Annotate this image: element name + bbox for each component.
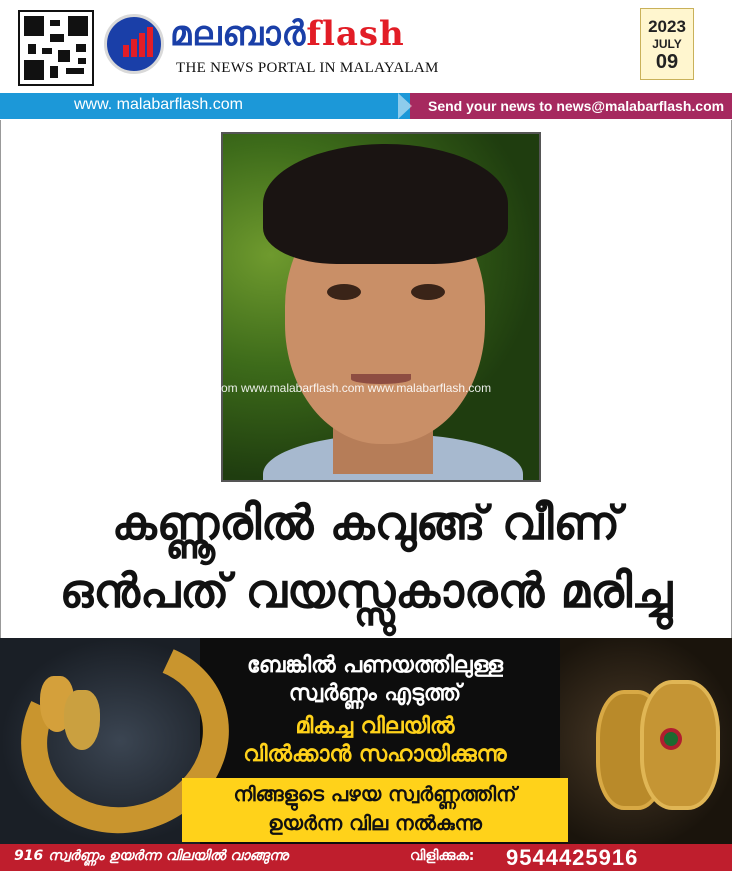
date-year: 2023 bbox=[648, 17, 686, 36]
chevron-right-icon bbox=[398, 93, 412, 119]
site-logo[interactable] bbox=[170, 14, 405, 54]
ad-text-line-1: ബേങ്കിൽ പണയത്തിലുള്ള bbox=[247, 653, 503, 678]
logo-globe-icon bbox=[104, 14, 164, 74]
photo-watermark: om www.malabarflash.com www.malabarflash.com bbox=[221, 381, 492, 395]
date-badge bbox=[640, 8, 694, 80]
headline-line-2: ഒൻപത് വയസ്സുകാരൻ മരിച്ചു bbox=[59, 564, 673, 619]
ad-text-line-5: നിങ്ങളുടെ പഴയ സ്വർണ്ണത്തിന് bbox=[233, 782, 517, 806]
logo-flash-text: flash bbox=[306, 14, 405, 54]
site-tagline: THE NEWS PORTAL IN MALAYALAM bbox=[176, 60, 439, 76]
date-day: 09 bbox=[655, 51, 679, 73]
gem-icon bbox=[660, 728, 682, 750]
footer-offer-text: 916 സ്വർണ്ണം ഉയർന്ന വിലയിൽ വാങ്ങുന്നു bbox=[14, 848, 289, 864]
date-month: JULY bbox=[652, 37, 682, 51]
footer-call-label: വിളിക്കുക: bbox=[410, 848, 475, 864]
ad-text-line-2: സ്വർണ്ണം എടുത്ത് bbox=[288, 681, 462, 706]
ad-text-line-6: ഉയർന്ന വില നൽകുന്നു bbox=[268, 811, 482, 835]
ad-text-line-3: മികച്ച വിലയിൽ bbox=[295, 714, 455, 739]
news-photo bbox=[221, 132, 541, 482]
site-url-link[interactable]: www. malabarflash.com bbox=[74, 96, 243, 113]
earring-image bbox=[64, 690, 100, 750]
qr-code-icon bbox=[18, 10, 94, 86]
headline-line-1: കണ്ണൂരിൽ കവുങ്ങ് വീണ് bbox=[111, 496, 621, 551]
send-news-link[interactable]: Send your news to news@malabarflash.com bbox=[428, 98, 725, 114]
footer-phone-link[interactable]: 9544425916 bbox=[506, 845, 639, 870]
logo-main-text: മലബാർ bbox=[170, 14, 307, 54]
ad-text-line-4: വിൽക്കാൻ സഹായിക്കുന്നു bbox=[243, 742, 507, 767]
